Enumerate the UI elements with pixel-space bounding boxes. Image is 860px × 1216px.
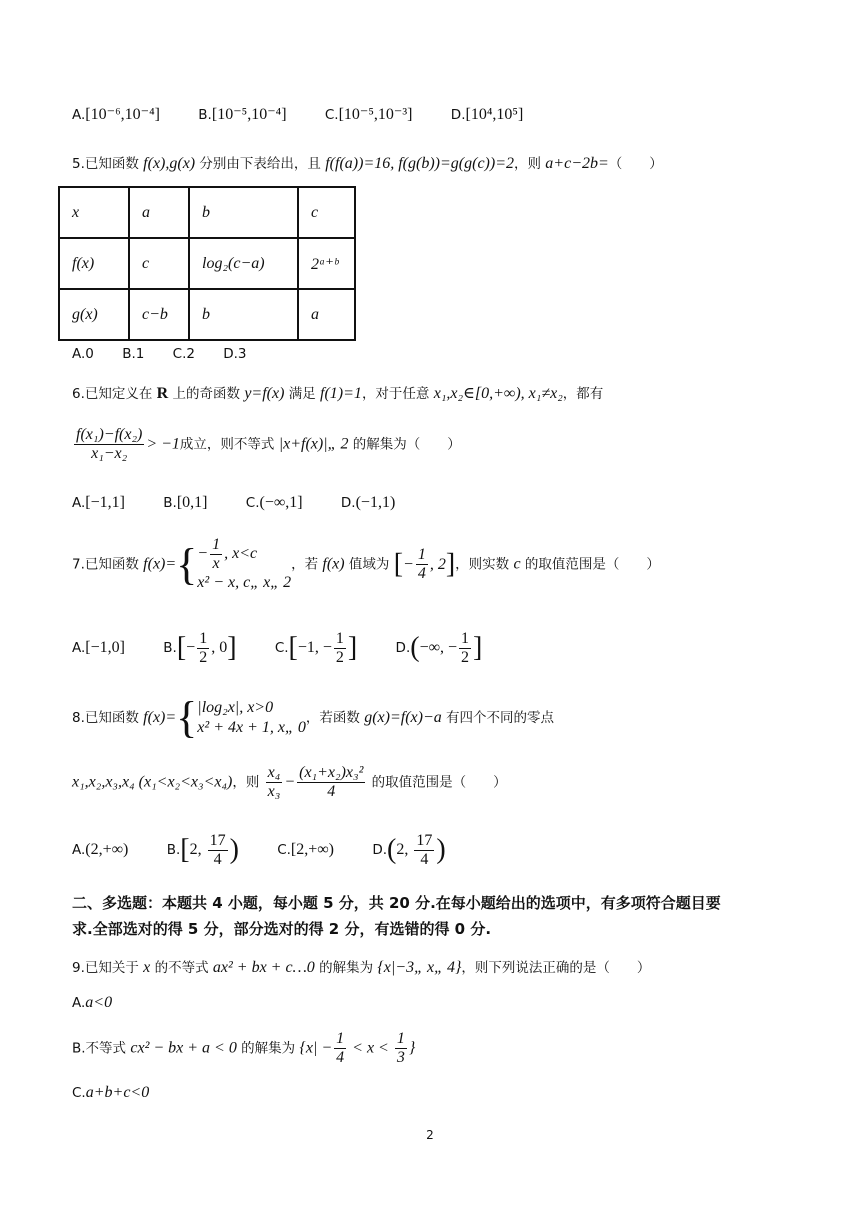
q8-options — [72, 832, 800, 869]
fraction: $\frac{\text{x₄}}{\text{x₃}}$ — [267, 764, 281, 800]
table-cell: b — [189, 187, 298, 238]
q8-stem: 8.已知函数 f(x)={ |log₂x|, x>0 x² + 4x + 1, x„ 0 ，若函数 g(x)=f(x)−a 有四个不同的零点 — [72, 693, 555, 742]
q7-option-a: A.[−1,0] — [72, 639, 125, 657]
table-cell: g(x) — [59, 289, 129, 340]
q6-stem-continued: $\frac{\text{f(x₁)−f(x₂)}}{\text{x₁−x₂}}$ > −1成立，则不等式 |x+f(x)|„ 2 的解集为（ ） — [76, 426, 461, 462]
section-heading-continued: 求.全部选对的得 5 分，部分选对的得 2 分，有选错的得 0 分. — [72, 920, 492, 938]
q5-option-a: A.0 — [72, 346, 94, 362]
table-cell: log₂(c−a) — [189, 238, 298, 289]
q8-stem-continued: x₁,x₂,x₃,x₄ (x₁<x₂<x₃<x₄)，则 $\frac{\text{x₄}}{\text{x₃}}$ − $\frac{\text{(x₁+x₂)x₃²}}{4}$ 的取值范围是（ ） — [72, 764, 507, 800]
q7-options — [72, 630, 800, 667]
q8-option-b: B.[2, $\frac{17}{4}$ ) — [166, 832, 239, 868]
q9-stem: 9.已知关于 x 的不等式 ax² + bx + c…0 的解集为 {x|−3„ x„ 4}，则下列说法正确的是（ ） — [72, 959, 651, 976]
q7-option-c: C.[−1, − $\frac{1}{2}$ ] — [274, 630, 358, 666]
q7-option-b: B.[− $\frac{1}{2}$ , 0] — [163, 630, 237, 666]
q6-option-d: D.(−1,1) — [340, 494, 396, 511]
table-cell: 2ᵃ⁺ᵇ — [298, 238, 355, 289]
q5-option-c: C.2 — [172, 346, 195, 362]
q6-stem: 6.已知定义在 R 上的奇函数 y=f(x) 满足 f(1)=1，对于任意 x₁,x₂∈[0,+∞), x₁≠x₂，都有 — [72, 385, 604, 402]
table-cell: c−b — [129, 289, 189, 340]
q7-option-d: D.(−∞, − $\frac{1}{2}$ ] — [395, 630, 483, 666]
fraction: $\frac{1}{3}$ — [396, 1030, 405, 1066]
q4-options — [72, 104, 800, 124]
q4-option-d: D.[10⁴,10⁵] — [450, 106, 524, 123]
fraction: $\frac{1}{4}$ — [336, 1030, 345, 1066]
q8-option-a: A.(2,+∞) — [72, 841, 129, 859]
q5-function-table — [58, 186, 356, 341]
q9-option-a: A.a<0 — [72, 994, 113, 1011]
q7-stem: 7.已知函数 f(x)={ − $\frac{1}{x}$ , x<c x² − x, c„ x„ 2 ，若 f(x) 值域为 [− $\frac{1}{4}$ , 2]，则实数 c 的取值范围是（ ） — [72, 536, 660, 591]
fraction: $\frac{\text{(x₁+x₂)x₃²}}{4}$ — [299, 764, 364, 800]
section-heading: 二、多选题：本题共 4 小题，每小题 5 分，共 20 分.在每小题给出的选项中，有多项符合题目要 — [72, 894, 721, 912]
q6-option-c: C.(−∞,1] — [245, 494, 303, 511]
q9-option-c: C.a+b+c<0 — [72, 1084, 150, 1101]
table-cell: c — [298, 187, 355, 238]
q6-options — [72, 494, 800, 512]
table-cell: f(x) — [59, 238, 129, 289]
q5-option-d: D.3 — [223, 346, 247, 362]
brace-icon: { — [176, 693, 198, 742]
table-cell: x — [59, 187, 129, 238]
fraction: $\frac{\text{f(x₁)−f(x₂)}}{\text{x₁−x₂}}$ — [76, 426, 143, 462]
table-cell: c — [129, 238, 189, 289]
q4-option-c: C.[10⁻⁵,10⁻³] — [324, 106, 413, 123]
table-row — [59, 187, 355, 238]
q5-option-b: B.1 — [122, 346, 145, 362]
q8-option-d: D.(2, $\frac{17}{4}$ ) — [372, 832, 446, 868]
q5-options — [72, 346, 800, 362]
q6-option-a: A.[−1,1] — [72, 494, 125, 511]
q6-option-b: B.[0,1] — [163, 494, 208, 511]
q4-option-a: A.[10⁻⁶,10⁻⁴] — [72, 106, 160, 123]
brace-icon: { — [176, 539, 198, 589]
table-cell: a — [129, 187, 189, 238]
page-number: 2 — [426, 1128, 434, 1142]
piecewise-definition: |log₂x|, x>0 x² + 4x + 1, x„ 0 — [197, 699, 306, 736]
table-cell: b — [189, 289, 298, 340]
q8-option-c: C.[2,+∞) — [277, 841, 335, 859]
table-cell: a — [298, 289, 355, 340]
q9-option-b: B.不等式 cx² − bx + a < 0 的解集为 {x| − $\frac{1}{4}$ < x < $\frac{1}{3}$ } — [72, 1030, 416, 1066]
table-row — [59, 238, 355, 289]
piecewise-definition: − $\frac{1}{x}$ , x<c x² − x, c„ x„ 2 — [197, 536, 292, 591]
q5-stem: 5.已知函数 f(x),g(x) 分别由下表给出，且 f(f(a))=16, f(g(b))=g(g(c))=2，则 a+c−2b=（ ） — [72, 155, 663, 172]
table-row — [59, 289, 355, 340]
q4-option-b: B.[10⁻⁵,10⁻⁴] — [198, 106, 287, 123]
